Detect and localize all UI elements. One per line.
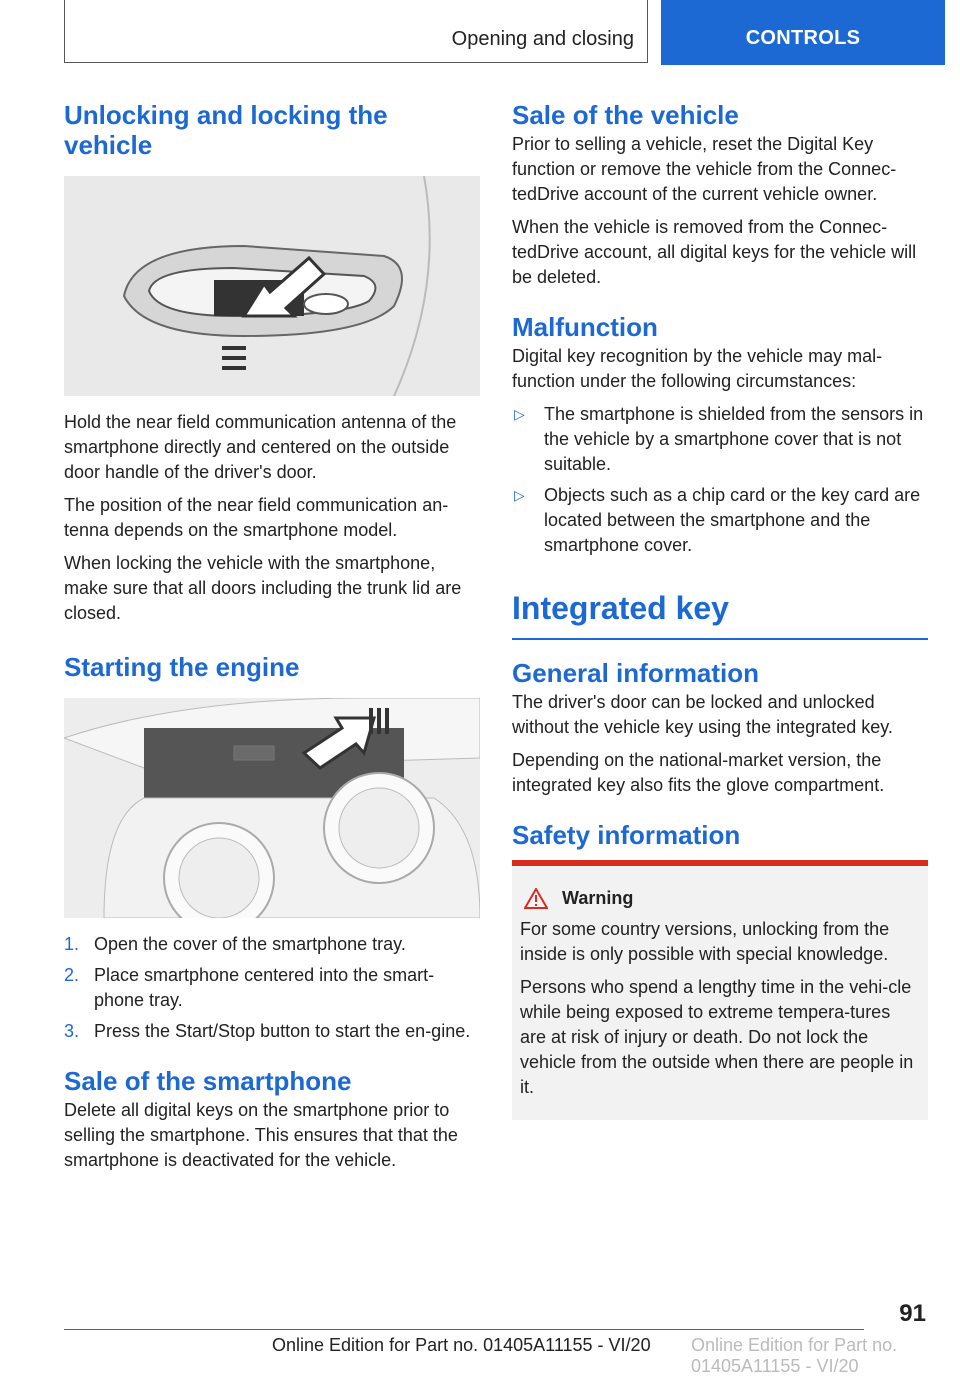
paragraph-general-1: The driver's door can be locked and unlocked without the vehicle key using the integrated key. (512, 692, 893, 737)
warning-triangle-icon (524, 888, 548, 909)
footer-edition: Online Edition for Part no. 01405A11155 - VI/20 (272, 1335, 651, 1355)
heading-sale-vehicle: Sale of the vehicle (512, 100, 739, 130)
start-steps-list (64, 932, 480, 1044)
header-section-title: Opening and closing (451, 28, 634, 50)
heading-integrated-key: Integrated key (512, 588, 928, 640)
list-item (512, 483, 928, 558)
warning-paragraph-2: Persons who spend a lengthy time in the vehi-cle while being exposed to extreme tempera-tures are at risk of injury or death. Do not lock the vehicle from the outside when there are people in it. (520, 977, 914, 1097)
paragraph-sale-smartphone: Delete all digital keys on the smartphone prior to selling the smartphone. This ensures that that the smartphone is deactivated for the vehicle. (64, 1100, 458, 1170)
paragraph-unlock-2: The position of the near field communication an-tenna depends on the smartphone model. (64, 495, 449, 540)
list-item (64, 963, 480, 1013)
list-item (64, 1019, 480, 1044)
step-number: 2. (64, 965, 80, 985)
heading-safety-information: Safety information (512, 820, 741, 850)
step-text: Press the Start/Stop button to start the en-gine. (94, 1021, 471, 1041)
heading-sale-smartphone: Sale of the smartphone (64, 1066, 352, 1096)
heading-general-information: General information (512, 658, 760, 688)
paragraph-unlock-3: When locking the vehicle with the smartphone, make sure that all doors including the trunk lid are closed. (64, 553, 462, 623)
step-number: 3. (64, 1021, 80, 1041)
paragraph-unlock-1: Hold the near field communication antenna of the smartphone directly and centered on the outside door handle of the driver's door. (64, 412, 457, 482)
bullet-triangle-icon: ▷ (514, 406, 525, 422)
header-chapter-tab: CONTROLS (661, 0, 945, 65)
left-column (64, 100, 480, 1181)
warning-box (512, 860, 928, 1120)
paragraph-sale-vehicle-1: Prior to selling a vehicle, reset the Digital Key function or remove the vehicle from the Connec-tedDrive account of the current vehicle owner. (512, 134, 897, 204)
paragraph-sale-vehicle-2: When the vehicle is removed from the Connec-tedDrive account, all digital keys for the vehicle will be deleted. (512, 217, 917, 287)
paragraph-general-2: Depending on the national-market version, the integrated key also fits the glove compartment. (512, 750, 885, 795)
malfunction-list (512, 402, 928, 558)
list-item (512, 402, 928, 477)
step-text: Open the cover of the smartphone tray. (94, 934, 406, 954)
watermark-text: Online Edition for Part no. 01405A11155 - VI/20 (691, 1335, 898, 1376)
smartphone-tray-illustration (64, 698, 480, 918)
heading-unlocking: Unlocking and locking the vehicle (64, 100, 388, 160)
right-column (512, 100, 928, 1120)
heading-malfunction: Malfunction (512, 312, 658, 342)
list-item (64, 932, 480, 957)
paragraph-malfunction: Digital key recognition by the vehicle may mal-function under the following circumstances: (512, 346, 883, 391)
bullet-text: Objects such as a chip card or the key card are located between the smartphone and the smartphone cover. (544, 485, 921, 555)
bullet-triangle-icon: ▷ (514, 487, 525, 503)
warning-paragraph-1: For some country versions, unlocking from the inside is only possible with special knowledge. (520, 919, 890, 964)
page-number: 91 (899, 1300, 926, 1327)
warning-title (520, 888, 920, 909)
bullet-text: The smartphone is shielded from the sensors in the vehicle by a smartphone cover that is not suitable. (544, 404, 924, 474)
door-handle-illustration (64, 176, 480, 396)
step-number: 1. (64, 934, 80, 954)
footer-divider (64, 1329, 864, 1330)
heading-starting-engine: Starting the engine (64, 652, 300, 682)
warning-title-text: Warning (562, 888, 634, 908)
step-text: Place smartphone centered into the smart-phone tray. (94, 965, 435, 1010)
